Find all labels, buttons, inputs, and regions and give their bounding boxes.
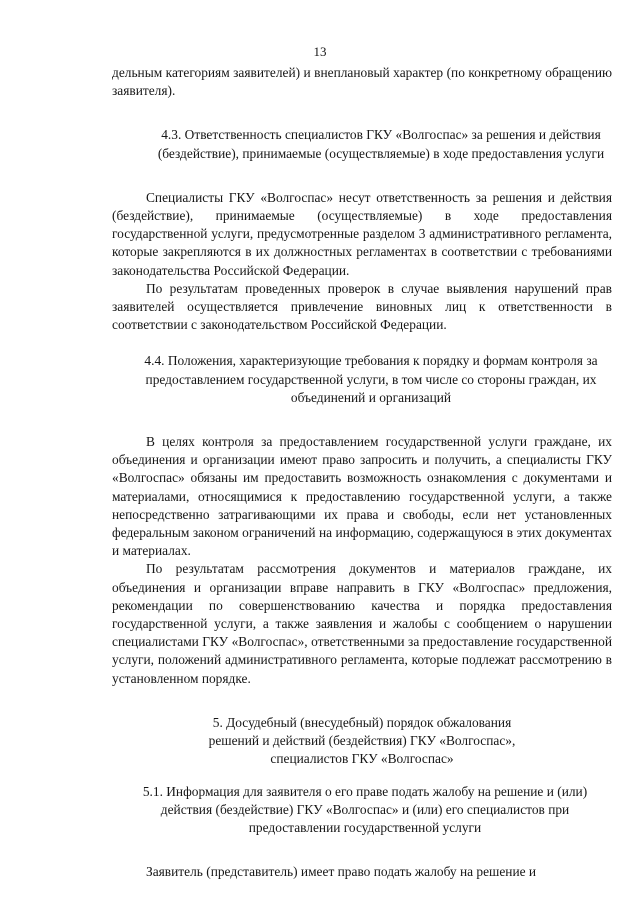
paragraph-inspection-results: По результатам проведенных проверок в случае выявления нарушений прав заявителей осуществляется привлечение виновных лиц к ответственности в соответствии с законодательством Российской Федерации.	[112, 280, 612, 333]
section-heading-4-4: 4.4. Положения, характеризующие требования к порядку и формам контроля за предоставлением государственной услуги, в том числе со стороны граждан, их объединений и организаций	[144, 353, 598, 405]
section-heading-5-line-2: решений и действий (бездействия) ГКУ «Волгоспас»,	[208, 733, 516, 749]
paragraph-proposals: По результатам рассмотрения документов и материалов граждане, их объединения и организации вправе направить в ГКУ «Волгоспас» предложения, рекомендации по совершенствованию качества и порядка предоставления государственной услуги, а также заявления и жалобы с сообщением о нарушении специалистами ГКУ «Волгоспас», ответственными за предоставление государственной услуги, положений административного регламента, которые подлежат рассмотрению в установленном порядке.	[112, 561, 612, 686]
page-content	[112, 64, 612, 881]
section-heading-5-1: 5.1. Информация для заявителя о его праве подать жалобу на решение и (или) действия (бездействие) ГКУ «Волгоспас» и (или) его специалистов при предоставлении государственной услуги	[142, 783, 588, 835]
section-heading-5-line-3: специалистов ГКУ «Волгоспас»	[270, 751, 454, 767]
paragraph-continuation: дельным категориям заявителей) и внеплановый характер (по конкретному обращению заявителя).	[112, 65, 612, 99]
paragraph-control-rights: В целях контроля за предоставлением государственной услуги граждане, их объединения и организации имеют право запросить и получить, а специалисты ГКУ «Волгоспас» обязаны им предоставить возможность ознакомления с документами и материалами, относящимися к предоставлению государственной услуги, а также непосредственно затрагивающими их права и свободы, если нет установленных федеральным законом ограничений на информацию, содержащуюся в этих документах и материалах.	[112, 434, 612, 559]
page-number: 13	[313, 44, 327, 59]
section-heading-4-3: 4.3. Ответственность специалистов ГКУ «Волгоспас» за решения и действия (бездействие), принимаемые (осуществляемые) в ходе предоставления услуги	[157, 127, 605, 161]
paragraph-responsibility: Специалисты ГКУ «Волгоспас» несут ответственность за решения и действия (бездействие), принимаемые (осуществляемые) в ходе предоставления государственной услуги, предусмотренные разделом 3 административного регламента, которые закрепляются в их должностных регламентах в соответствии с требованиями законодательства Российской Федерации.	[112, 189, 612, 278]
paragraph-complaint-right: Заявитель (представитель) имеет право подать жалобу на решение и	[146, 864, 537, 880]
section-heading-5-line-1: 5. Досудебный (внесудебный) порядок обжалования	[212, 714, 512, 730]
